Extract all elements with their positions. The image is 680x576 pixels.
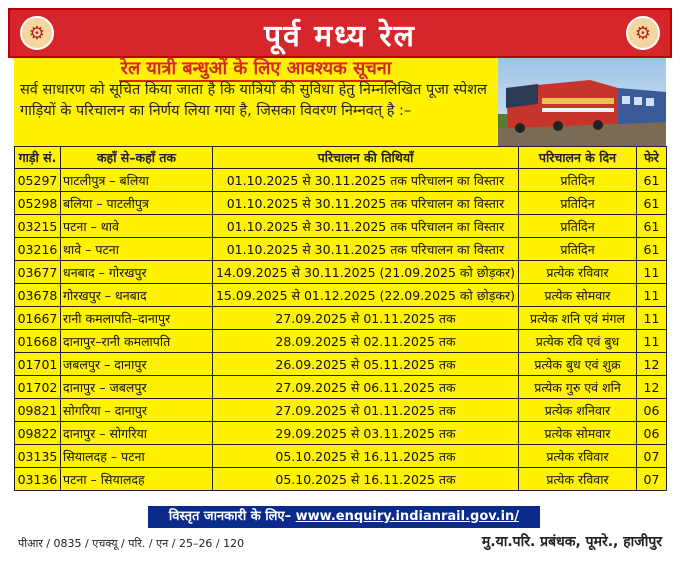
trip-count: 61 <box>637 169 667 192</box>
header-route: कहाँ से–कहाँ तक <box>61 147 213 169</box>
notice-heading: रेल यात्री बन्धुओं के लिए आवश्यक सूचना <box>119 58 394 82</box>
trip-count: 06 <box>637 399 667 422</box>
trip-count: 11 <box>637 261 667 284</box>
notice-body: सर्व साधारण को सूचित किया जाता है कि यात्रियों की सुविधा हेतु निम्नलिखित पूजा स्पेशल गाड़ियों के परिचालन का निर्णय लिया गया है, जिसका विवरण निम्नवत् है :– <box>20 82 487 119</box>
route: बलिया – पाटलीपुत्र <box>61 192 213 215</box>
trip-count: 61 <box>637 215 667 238</box>
table-row <box>15 445 667 468</box>
header-trips: फेरे <box>637 147 667 169</box>
reference-number: पीआर / 0835 / एचक्यू / परि. / एन / 25–26 / 120 <box>18 537 245 550</box>
trip-count: 61 <box>637 192 667 215</box>
trip-count: 61 <box>637 238 667 261</box>
train-number: 03215 <box>15 215 61 238</box>
table-row <box>15 399 667 422</box>
train-number: 01667 <box>15 307 61 330</box>
operating-dates: 15.09.2025 से 01.12.2025 (22.09.2025 को छोड़कर) <box>213 284 519 307</box>
operating-days: प्रत्येक रविवार <box>519 468 637 491</box>
table-row <box>15 353 667 376</box>
operating-dates: 28.09.2025 से 02.11.2025 तक <box>213 330 519 353</box>
notice-box <box>14 58 498 146</box>
route: धनबाद – गोरखपुर <box>61 261 213 284</box>
train-number: 09822 <box>15 422 61 445</box>
header-days: परिचालन के दिन <box>519 147 637 169</box>
trip-count: 07 <box>637 468 667 491</box>
route: दानापुर – जबलपुर <box>61 376 213 399</box>
operating-days: प्रत्येक रविवार <box>519 261 637 284</box>
trip-count: 11 <box>637 330 667 353</box>
info-banner <box>148 506 540 546</box>
table-row <box>15 169 667 192</box>
trip-count: 11 <box>637 284 667 307</box>
route: दानापुर–रानी कमलापति <box>61 330 213 353</box>
train-number: 03677 <box>15 261 61 284</box>
operating-dates: 14.09.2025 से 30.11.2025 (21.09.2025 को छोड़कर) <box>213 261 519 284</box>
operating-days: प्रत्येक सोमवार <box>519 284 637 307</box>
table-row <box>15 376 667 399</box>
railway-logo-icon: ⚙ <box>626 16 660 50</box>
operating-dates: 05.10.2025 से 16.11.2025 तक <box>213 445 519 468</box>
issuer-signature: मु.या.परि. प्रबंधक, पूमरे., हाजीपुर <box>481 534 662 550</box>
operating-days: प्रत्येक बुध एवं शुक्र <box>519 353 637 376</box>
train-image <box>498 58 666 146</box>
operating-days: प्रत्येक शनिवार <box>519 399 637 422</box>
operating-dates: 29.09.2025 से 03.11.2025 तक <box>213 422 519 445</box>
train-number: 03135 <box>15 445 61 468</box>
operating-dates: 01.10.2025 से 30.11.2025 तक परिचालन का विस्तार <box>213 169 519 192</box>
enquiry-link[interactable]: www.enquiry.indianrail.gov.in/ NTES APP <box>295 509 520 546</box>
table-row <box>15 284 667 307</box>
train-number: 05298 <box>15 192 61 215</box>
trip-count: 11 <box>637 307 667 330</box>
train-number: 01701 <box>15 353 61 376</box>
train-number: 03216 <box>15 238 61 261</box>
info-prefix: विस्तृत जानकारी के लिए– <box>168 509 292 524</box>
route: जबलपुर – दानापुर <box>61 353 213 376</box>
train-number: 01702 <box>15 376 61 399</box>
trip-count: 12 <box>637 353 667 376</box>
route: सियालदह – पटना <box>61 445 213 468</box>
operating-dates: 27.09.2025 से 01.11.2025 तक <box>213 307 519 330</box>
trip-count: 07 <box>637 445 667 468</box>
table-row <box>15 422 667 445</box>
train-number: 09821 <box>15 399 61 422</box>
trip-count: 06 <box>637 422 667 445</box>
operating-days: प्रत्येक रविवार <box>519 445 637 468</box>
train-number: 03136 <box>15 468 61 491</box>
table-row <box>15 307 667 330</box>
operating-days: प्रत्येक सोमवार <box>519 422 637 445</box>
route: पटना – सियालदह <box>61 468 213 491</box>
operating-dates: 05.10.2025 से 16.11.2025 तक <box>213 468 519 491</box>
header-train-no: गाड़ी सं. <box>15 147 61 169</box>
railway-logo-icon: ⚙ <box>20 16 54 50</box>
route: दानापुर – सोगरिया <box>61 422 213 445</box>
operating-dates: 01.10.2025 से 30.11.2025 तक परिचालन का विस्तार <box>213 215 519 238</box>
table-row <box>15 261 667 284</box>
train-number: 05297 <box>15 169 61 192</box>
route: पटना – थावे <box>61 215 213 238</box>
table-row <box>15 238 667 261</box>
route: पाटलीपुत्र – बलिया <box>61 169 213 192</box>
route: गोरखपुर – धनबाद <box>61 284 213 307</box>
operating-days: प्रत्येक गुरु एवं शनि <box>519 376 637 399</box>
operating-days: प्रत्येक शनि एवं मंगल <box>519 307 637 330</box>
train-number: 01668 <box>15 330 61 353</box>
operating-days: प्रतिदिन <box>519 192 637 215</box>
operating-dates: 01.10.2025 से 30.11.2025 तक परिचालन का विस्तार <box>213 238 519 261</box>
schedule-table <box>14 146 667 491</box>
route: सोगरिया – दानापुर <box>61 399 213 422</box>
operating-dates: 27.09.2025 से 06.11.2025 तक <box>213 376 519 399</box>
operating-days: प्रत्येक रवि एवं बुध <box>519 330 637 353</box>
route: रानी कमलापति–दानापुर <box>61 307 213 330</box>
header-banner <box>8 8 672 58</box>
operating-days: प्रतिदिन <box>519 238 637 261</box>
operating-dates: 27.09.2025 से 01.11.2025 तक <box>213 399 519 422</box>
operating-days: प्रतिदिन <box>519 169 637 192</box>
table-row <box>15 215 667 238</box>
train-number: 03678 <box>15 284 61 307</box>
table-row <box>15 468 667 491</box>
route: थावे – पटना <box>61 238 213 261</box>
table-header-row <box>15 147 667 169</box>
table-row <box>15 192 667 215</box>
table-row <box>15 330 667 353</box>
page-title: पूर्व मध्य रेल <box>264 19 416 54</box>
header-dates: परिचालन की तिथियाँ <box>213 147 519 169</box>
operating-days: प्रतिदिन <box>519 215 637 238</box>
operating-dates: 01.10.2025 से 30.11.2025 तक परिचालन का विस्तार <box>213 192 519 215</box>
operating-dates: 26.09.2025 से 05.11.2025 तक <box>213 353 519 376</box>
trip-count: 12 <box>637 376 667 399</box>
